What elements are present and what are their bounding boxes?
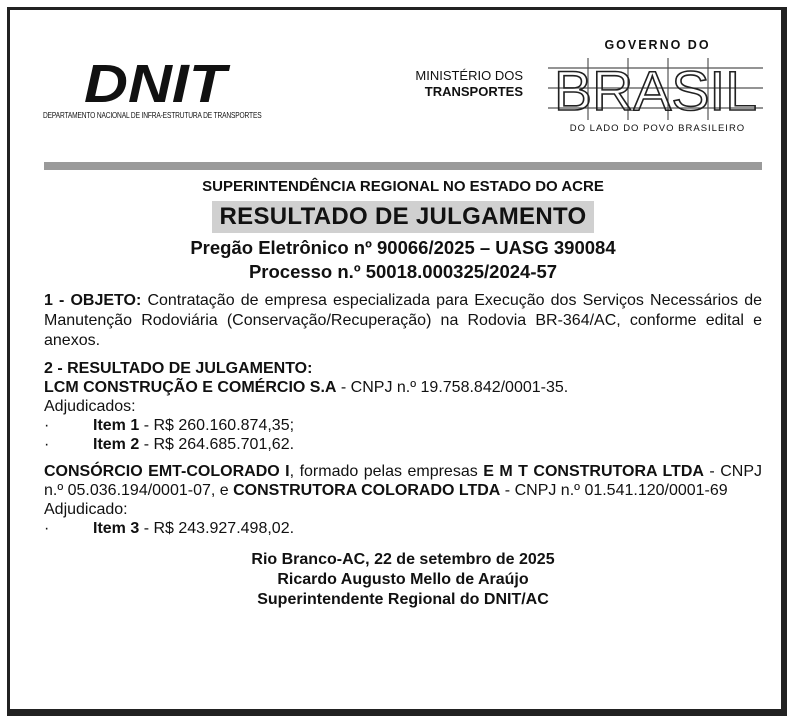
brasil-logo (548, 58, 763, 120)
dnit-logo-text: DNIT (84, 58, 231, 108)
processo-line: Processo n.º 50018.000325/2024-57 (248, 261, 558, 282)
colorado-cnpj: - CNPJ n.º 01.541.120/0001-69 (500, 482, 728, 499)
bullet-dot: · (44, 417, 50, 434)
superintendencia-heading: SUPERINTENDÊNCIA REGIONAL NO ESTADO DO ACRE (202, 178, 604, 195)
item2-label: Item 2 (93, 436, 140, 453)
objeto-paragraph (44, 291, 762, 351)
empresa1-cnpj: - CNPJ n.º 19.758.842/0001-35. (336, 379, 569, 396)
signatario-cargo: Superintendente Regional do DNIT/AC (257, 591, 549, 608)
item1-value: - R$ 260.160.874,35; (139, 417, 295, 434)
local-data: Rio Branco-AC, 22 de setembro de 2025 (251, 551, 555, 568)
consorcio-text: , formado pelas empresas (289, 463, 484, 480)
header (10, 10, 781, 160)
pregao-line: Pregão Eletrônico nº 90066/2025 – UASG 390084 (190, 237, 616, 258)
signature-block (44, 550, 762, 610)
colorado-name: CONSTRUTORA COLORADO LTDA (233, 482, 501, 499)
item2-row (44, 435, 762, 454)
item3-label: Item 3 (93, 520, 140, 537)
item3-value: - R$ 243.927.498,02. (139, 520, 295, 537)
consorcio-name: CONSÓRCIO EMT-COLORADO I (44, 463, 290, 480)
emt-name: E M T CONSTRUTORA LTDA (483, 463, 704, 480)
item1-label: Item 1 (93, 417, 140, 434)
notice-frame (7, 7, 787, 716)
empresa1-name: LCM CONSTRUÇÃO E COMÉRCIO S.A (44, 379, 337, 396)
governo-motto: DO LADO DO POVO BRASILEIRO (569, 123, 746, 134)
signatario-name: Ricardo Augusto Mello de Araújo (277, 571, 529, 588)
brasil-logo-text: BRASIL (554, 59, 757, 120)
bullet-dot: · (44, 436, 50, 453)
adjudicado-label: Adjudicado: (44, 501, 128, 518)
objeto-label: 1 - OBJETO: (44, 292, 142, 309)
ministerio-line1: MINISTÉRIO DOS (415, 68, 523, 83)
governo-label: GOVERNO DO (604, 38, 711, 52)
item3-row (44, 519, 762, 538)
empresa1-line (44, 378, 762, 397)
adjudicados-label: Adjudicados: (44, 398, 136, 415)
objeto-text: Contratação de empresa especializada para Execução dos Serviços Necessários de Manutenção Rodoviária (Conservação/Recuperação) na Rodovia BR-364/AC, conforme edital e anexos. (44, 292, 762, 349)
header-divider (44, 162, 762, 170)
item1-row (44, 416, 762, 435)
resultado-label: 2 - RESULTADO DE JULGAMENTO: (44, 360, 313, 377)
bullet-dot: · (44, 520, 50, 537)
ministerio-block (388, 68, 523, 100)
notice-title: RESULTADO DE JULGAMENTO (212, 201, 595, 233)
consorcio-paragraph (44, 462, 762, 500)
emt-cnpj: - CNPJ n.º 05.036.194/0001-07, e (44, 463, 763, 499)
dnit-subtitle: DEPARTAMENTO NACIONAL DE INFRA-ESTRUTURA DE TRANSPORTES (43, 110, 262, 120)
notice-content (44, 178, 762, 610)
item2-value: - R$ 264.685.701,62. (139, 436, 295, 453)
dnit-logo (82, 58, 232, 108)
ministerio-line2: TRANSPORTES (424, 84, 523, 99)
